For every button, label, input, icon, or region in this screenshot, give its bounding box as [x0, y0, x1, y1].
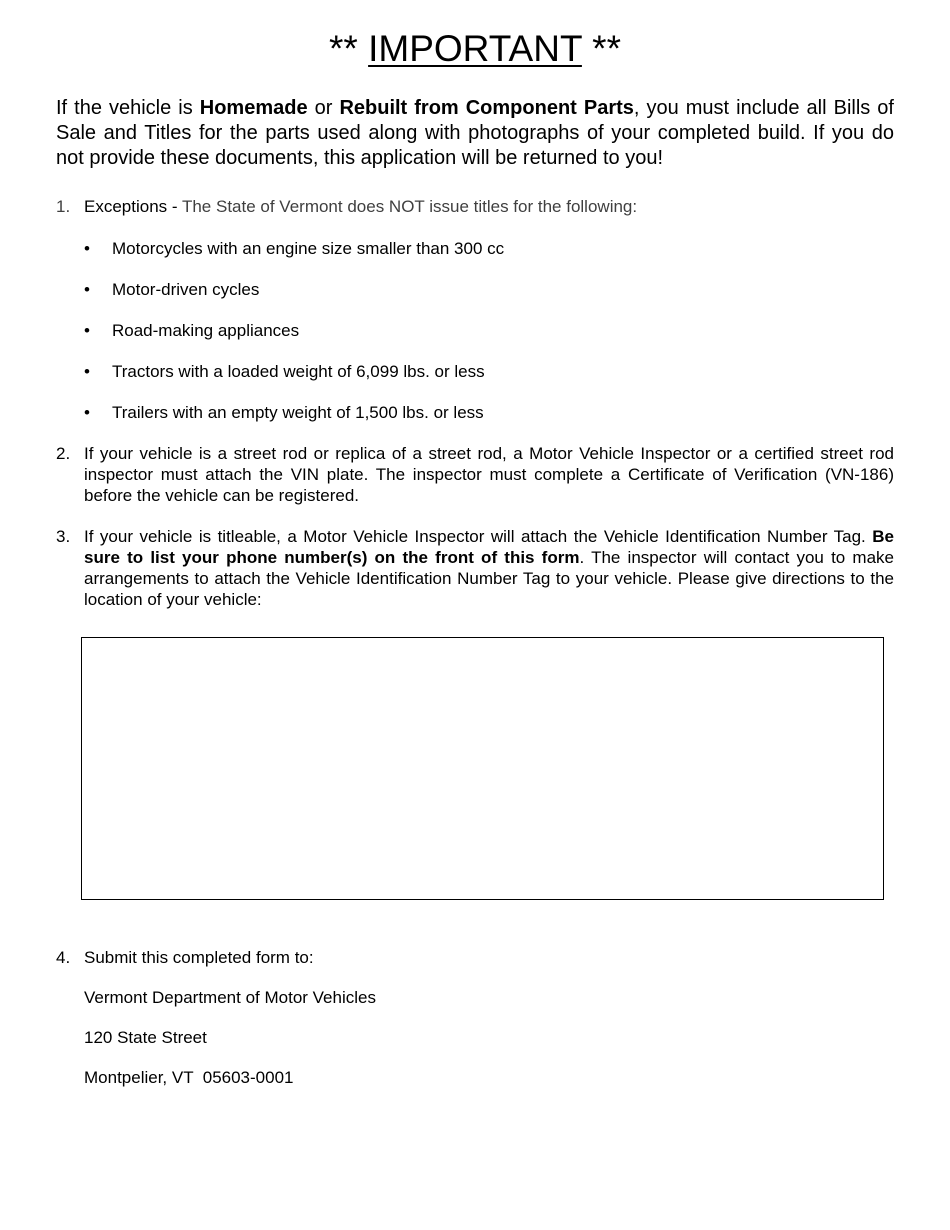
item-1-number: 1.	[56, 197, 71, 216]
intro-bold-homemade: Homemade	[199, 97, 308, 119]
intro-paragraph	[56, 96, 894, 171]
bullet-icon: •	[84, 239, 90, 258]
bullet-icon: •	[84, 321, 90, 340]
item-3-text-1: If your vehicle is titleable, a Motor Vehicle Inspector will attach the Vehicle Identification Number Tag.	[84, 527, 873, 546]
bullet-icon: •	[84, 280, 90, 299]
address-line-city: Montpelier, VT 05603-0001	[84, 1068, 294, 1087]
list-item: Road-making appliances	[112, 321, 300, 340]
bullet-icon: •	[84, 362, 90, 381]
intro-text-3: , you must include all Bills of Sale and Titles for the parts used along with photographs of your completed build. If you do not provide these documents, this application will be returned to you!	[56, 97, 894, 169]
list-item: Trailers with an empty weight of 1,500 lbs. or less	[112, 403, 484, 422]
item-3-bold: Be sure to list your phone number(s) on the front of this form	[84, 527, 894, 567]
address-line-department: Vermont Department of Motor Vehicles	[84, 988, 376, 1007]
list-item: Tractors with a loaded weight of 6,099 lbs. or less	[112, 362, 485, 381]
title-word: IMPORTANT	[368, 28, 582, 69]
address-line-street: 120 State Street	[84, 1028, 207, 1047]
list-item: Motorcycles with an engine size smaller than 300 cc	[112, 239, 505, 258]
item-2-text: If your vehicle is a street rod or replica of a street rod, a Motor Vehicle Inspector or a certified street rod inspector must attach the VIN plate. The inspector must complete a Certificate of Verification (VN-186) before the vehicle can be registered.	[84, 444, 894, 505]
item-3-number: 3.	[56, 527, 71, 546]
title-prefix: **	[329, 28, 369, 69]
intro-bold-rebuilt: Rebuilt from Component Parts	[339, 97, 634, 119]
item-1-body: The State of Vermont does NOT issue titles for the following:	[181, 197, 638, 216]
item-3-text	[84, 526, 894, 610]
item-4-number: 4.	[56, 948, 71, 967]
bullet-icon: •	[84, 403, 90, 422]
intro-text-2: or	[307, 97, 340, 119]
page-title	[0, 26, 950, 72]
item-4-text: Submit this completed form to:	[84, 948, 314, 967]
title-suffix: **	[581, 28, 621, 69]
intro-text-1: If the vehicle is	[56, 97, 200, 119]
list-item: Motor-driven cycles	[112, 280, 260, 299]
item-1-lead: Exceptions -	[84, 197, 182, 216]
directions-input-box[interactable]	[81, 637, 884, 900]
item-1-text	[84, 196, 894, 217]
item-3-text-2: . The inspector will contact you to make arrangements to attach the Vehicle Identification Number Tag to your vehicle. Please give directions to the location of your vehicle:	[84, 548, 894, 609]
item-2-number: 2.	[56, 444, 71, 463]
